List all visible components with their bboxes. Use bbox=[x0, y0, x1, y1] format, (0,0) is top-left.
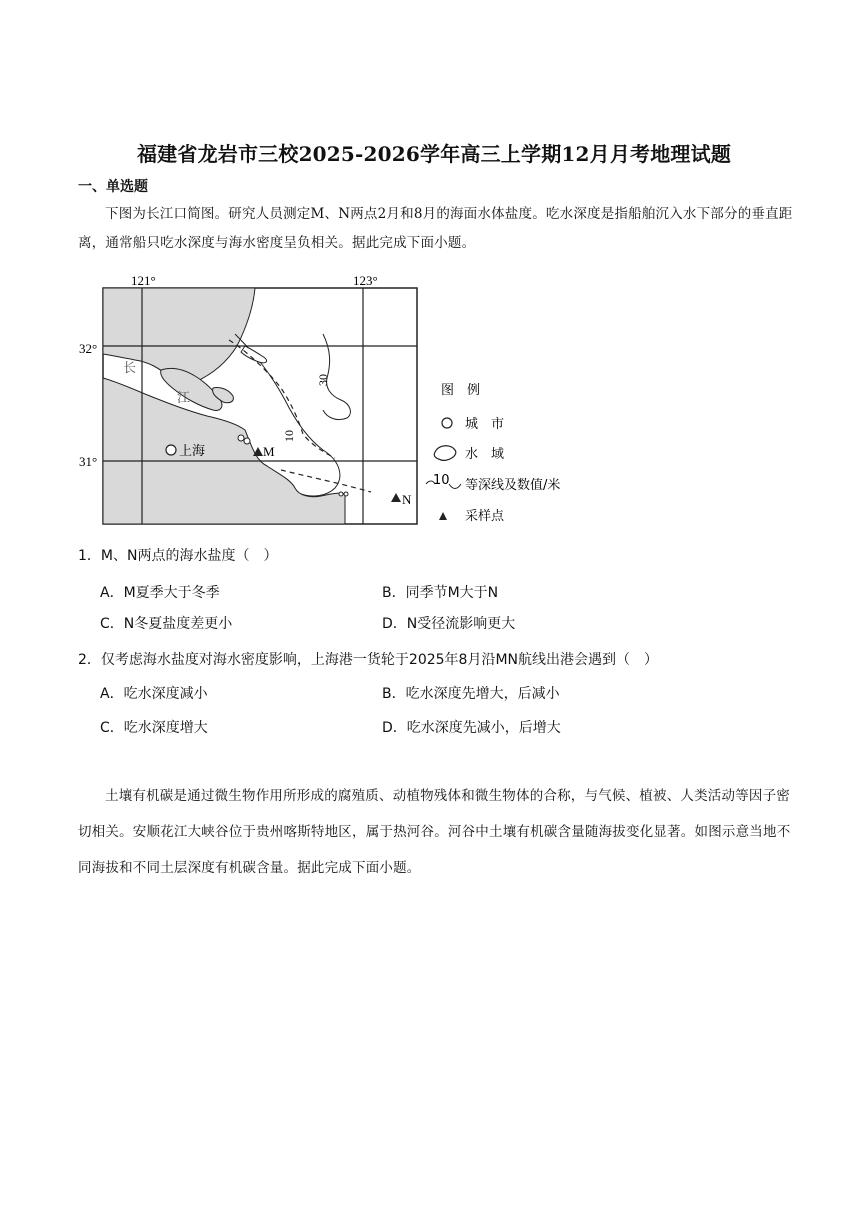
point-m-label: M bbox=[263, 444, 275, 459]
legend-contour: 等深线及数值/米 bbox=[465, 478, 561, 493]
question-1-stem: 1．M、N两点的海水盐度（ ） bbox=[78, 548, 278, 564]
lon-123: 123° bbox=[353, 273, 378, 288]
q2-option-c: C．吃水深度增大 bbox=[100, 720, 208, 736]
legend-title: 图 例 bbox=[441, 383, 481, 398]
legend-city: 城 市 bbox=[465, 417, 505, 432]
lon-121: 121° bbox=[131, 273, 156, 288]
legend-water: 水 域 bbox=[465, 447, 505, 462]
q1-option-b: B．同季节M大于N bbox=[382, 585, 499, 601]
city-label-shanghai: 上海 bbox=[179, 443, 206, 458]
legend-sample-icon bbox=[439, 512, 447, 520]
legend-sample: 采样点 bbox=[465, 509, 505, 524]
map-legend bbox=[426, 383, 560, 524]
shanghai-city-marker bbox=[166, 445, 176, 455]
lat-31: 31° bbox=[79, 454, 98, 469]
q1-option-d: D．N受径流影响更大 bbox=[382, 616, 516, 632]
intro-paragraph-1: 下图为长江口简图。研究人员测定M、N两点2月和8月的海面水体盐度。吃水深度是指船舶沉入水下部分的垂直距离，通常船只吃水深度与海水密度呈负相关。据此完成下面小题。 bbox=[78, 206, 793, 251]
yangtze-estuary-map bbox=[79, 270, 815, 532]
section-heading: 一、单选题 bbox=[78, 179, 148, 195]
contour-30-label: 30 bbox=[316, 374, 330, 386]
legend-water-icon bbox=[434, 446, 456, 461]
q1-option-c: C．N冬夏盐度差更小 bbox=[100, 616, 233, 632]
point-n-label: N bbox=[402, 492, 412, 507]
legend-contour-value: 10 bbox=[433, 473, 450, 488]
page-title: 福建省龙岩市三校2025-2026学年高三上学期12月月考地理试题 bbox=[136, 142, 732, 166]
q1-option-a: A．M夏季大于冬季 bbox=[100, 585, 220, 601]
q2-option-a: A．吃水深度减小 bbox=[100, 686, 208, 702]
q2-option-d: D．吃水深度先减小，后增大 bbox=[382, 720, 561, 736]
river-label-jiang: 江 bbox=[177, 390, 191, 405]
contour-10-label: 10 bbox=[282, 430, 296, 442]
lat-32: 32° bbox=[79, 341, 98, 356]
question-2-stem: 2．仅考虑海水盐度对海水密度影响，上海港一货轮于2025年8月沿MN航线出港会遇到（ ） bbox=[78, 652, 658, 668]
intro-paragraph-2: 土壤有机碳是通过微生物作用所形成的腐殖质、动植物残体和微生物体的合称，与气候、植被、人类活动等因子密切相关。安顺花江大峡谷位于贵州喀斯特地区，属于热河谷。河谷中土壤有机碳含量随海拔变化显著。如图示意当地不同海拔和不同土层深度有机碳含量。据此完成下面小题。 bbox=[78, 788, 791, 876]
q2-option-b: B．吃水深度先增大，后减小 bbox=[382, 686, 560, 702]
legend-city-icon bbox=[442, 418, 452, 428]
river-label-chang: 长 bbox=[123, 360, 137, 375]
